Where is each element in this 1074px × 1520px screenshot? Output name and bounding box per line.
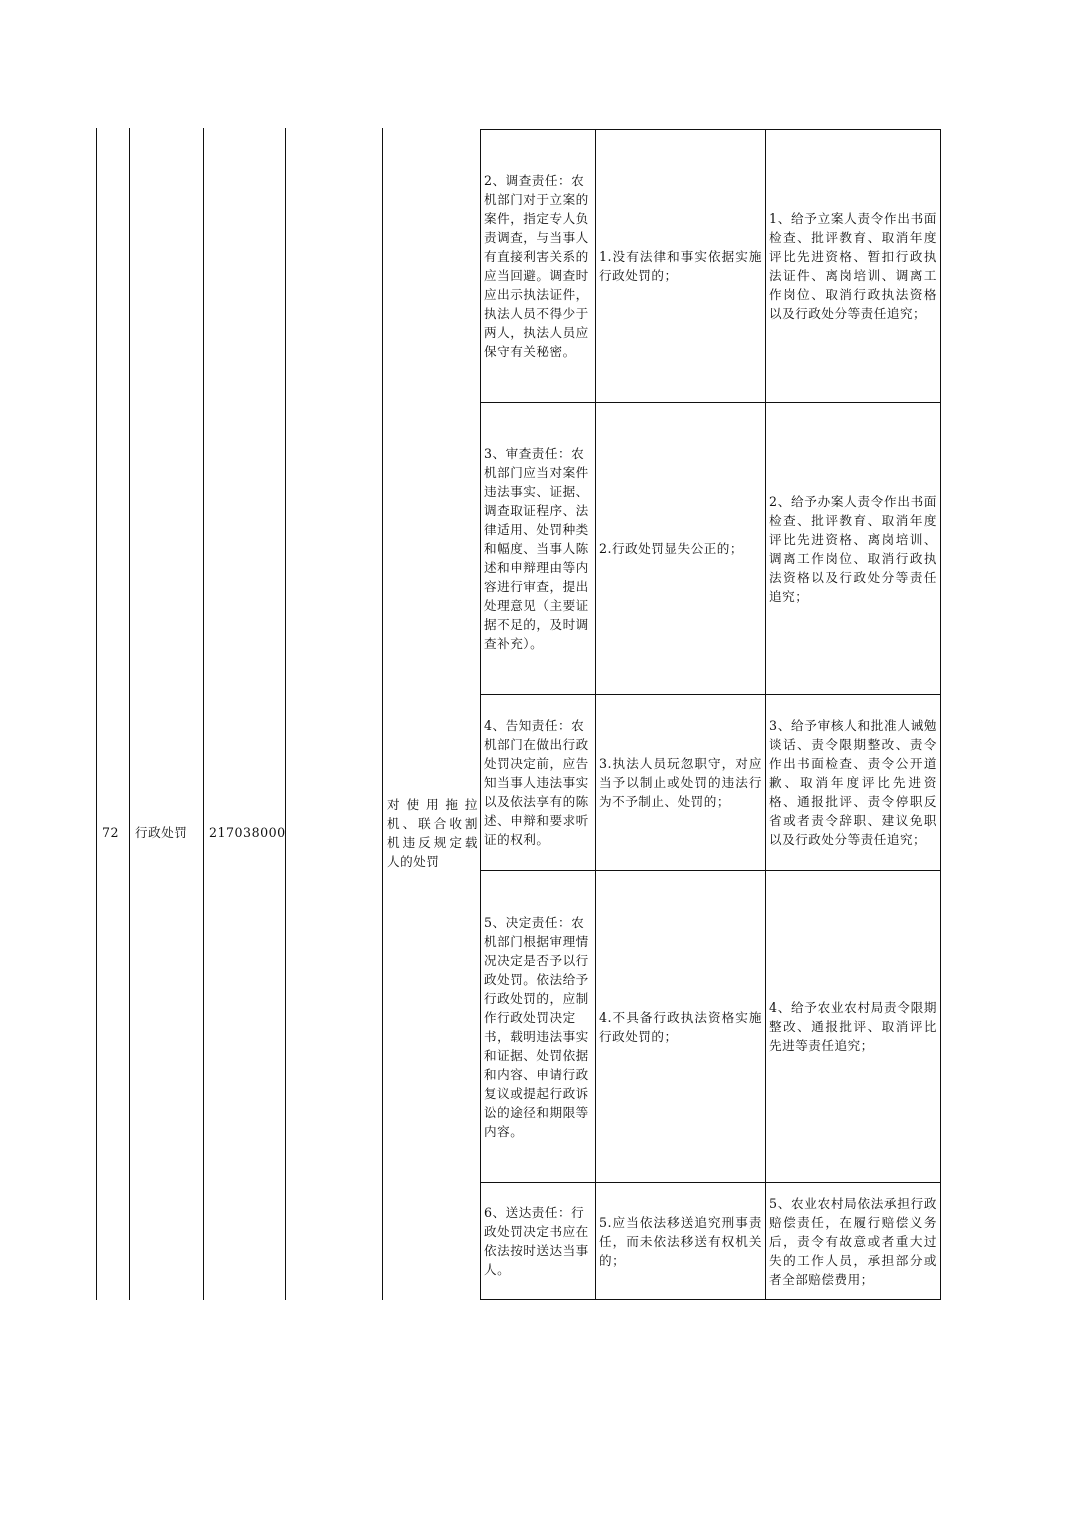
duty-cell: 2、调查责任：农机部门对于立案的案件，指定专人负责调查，与当事人有直接利害关系的应当回避。调查时应出示执法证件，执法人员不得少于两人，执法人员应保守有关秘密。 [481,130,596,403]
situation-cell: 5.应当依法移送追究刑事责任，而未依法移送有权机关的； [596,1183,766,1300]
accountability-cell: 5、农业农村局依法承担行政赔偿责任，在履行赔偿义务后，责令有故意或者重大过失的工作人员，承担部分或者全部赔偿费用； [766,1183,941,1300]
column-rule [285,128,286,1300]
table-row [481,403,941,695]
accountability-cell: 4、给予农业农村局责令限期整改、通报批评、取消评比先进等责任追究； [766,871,941,1183]
row-item-name: 对使用拖拉机、联合收割机违反规定载人的处罚 [387,797,478,869]
column-rule [129,128,130,1300]
table-row [481,1183,941,1300]
situation-cell: 4.不具备行政执法资格实施行政处罚的； [596,871,766,1183]
row-code: 217038000 [209,825,286,840]
accountability-cell: 3、给予审核人和批准人诫勉谈话、责令限期整改、责令作出书面检查、责令公开道歉、取消年度评比先进资格、通报批评、责令停职反省或者责令辞职、建议免职以及行政处分等责任追究； [766,695,941,871]
table-row [481,130,941,403]
responsibility-table [480,129,941,1300]
column-rule [203,128,204,1300]
duty-cell: 4、告知责任：农机部门在做出行政处罚决定前，应告知当事人违法事实以及依法享有的陈述、申辩和要求听证的权利。 [481,695,596,871]
duty-cell: 5、决定责任：农机部门根据审理情况决定是否予以行政处罚。依法给予行政处罚的，应制作行政处罚决定书，载明违法事实和证据、处罚依据和内容、申请行政复议或提起行政诉讼的途径和期限等内容。 [481,871,596,1183]
row-category: 行政处罚 [135,825,188,840]
situation-cell: 1.没有法律和事实依据实施行政处罚的； [596,130,766,403]
accountability-cell: 2、给予办案人责令作出书面检查、批评教育、取消年度评比先进资格、离岗培训、调离工作岗位、取消行政执法资格以及行政处分等责任追究； [766,403,941,695]
row-index: 72 [102,825,120,840]
situation-cell: 2.行政处罚显失公正的； [596,403,766,695]
column-rule [96,128,97,1300]
accountability-cell: 1、给予立案人责令作出书面检查、批评教育、取消年度评比先进资格、暂扣行政执法证件、离岗培训、调离工作岗位、取消行政执法资格以及行政处分等责任追究； [766,130,941,403]
table-row [481,695,941,871]
duty-cell: 6、送达责任：行政处罚决定书应在依法按时送达当事人。 [481,1183,596,1300]
situation-cell: 3.执法人员玩忽职守，对应当予以制止或处罚的违法行为不予制止、处罚的； [596,695,766,871]
duty-cell: 3、审查责任：农机部门应当对案件违法事实、证据、调查取证程序、法律适用、处罚种类和幅度、当事人陈述和申辩理由等内容进行审查，提出处理意见（主要证据不足的，及时调查补充）。 [481,403,596,695]
column-rule [382,128,383,1300]
table-row [481,871,941,1183]
